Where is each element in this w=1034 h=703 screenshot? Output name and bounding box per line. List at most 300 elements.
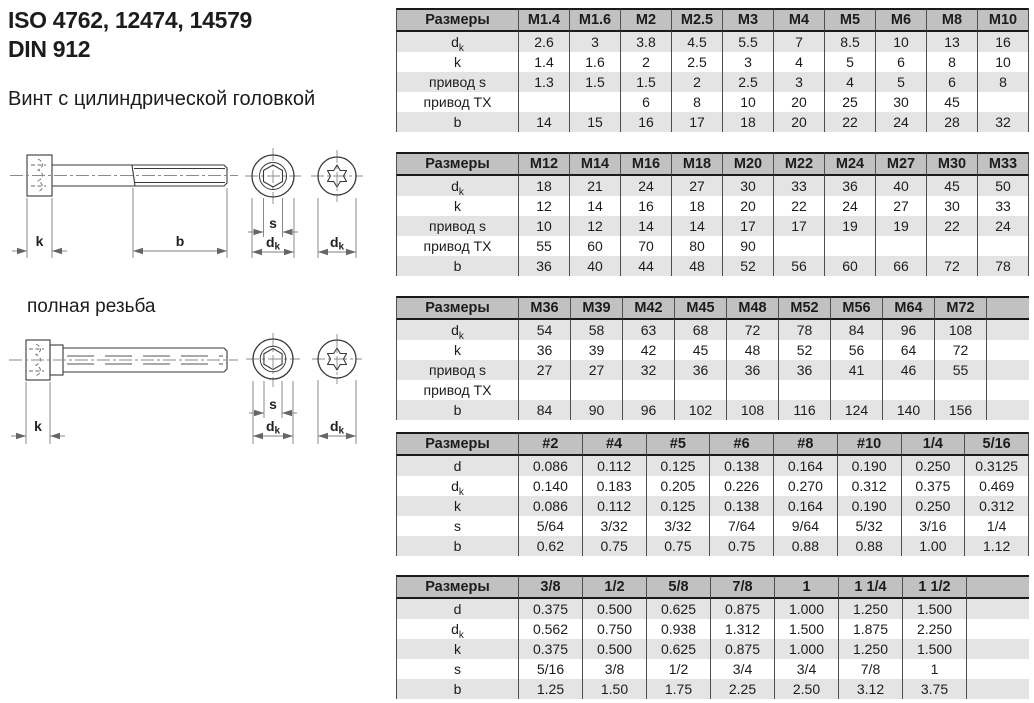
value-cell: 1.25: [519, 679, 583, 699]
value-cell: 42: [623, 340, 675, 360]
screw-drawing-full-thread: [5, 332, 390, 454]
value-cell: 5.5: [723, 32, 774, 52]
dim-label-dk-torx: dk: [329, 234, 345, 253]
value-cell: 0.086: [519, 456, 583, 476]
value-cell: 0.312: [838, 476, 902, 496]
value-cell: 0.125: [647, 496, 711, 516]
value-cell: 96: [623, 400, 675, 420]
value-cell: 27: [876, 196, 927, 216]
value-cell: 1.312: [711, 619, 775, 639]
blank-cell: [987, 340, 1029, 360]
value-cell: 0.226: [710, 476, 774, 496]
value-cell: 0.205: [647, 476, 711, 496]
dim-label-dk-hex: dk: [265, 418, 281, 437]
value-cell: 8: [927, 52, 978, 72]
value-cell: 1.250: [839, 599, 903, 619]
value-cell: 33: [978, 196, 1029, 216]
size-column-header: M12: [519, 152, 570, 176]
value-cell: 0.88: [774, 536, 838, 556]
size-column-header: 1 1/4: [839, 575, 903, 599]
value-cell: 1.00: [902, 536, 966, 556]
value-cell: [831, 380, 883, 400]
value-cell: 2.6: [519, 32, 570, 52]
row-label: привод s: [396, 216, 519, 236]
value-cell: 2.50: [775, 679, 839, 699]
value-cell: 1.50: [583, 679, 647, 699]
value-cell: [927, 236, 978, 256]
value-cell: 39: [571, 340, 623, 360]
value-cell: 0.375: [519, 639, 583, 659]
value-cell: 24: [978, 216, 1029, 236]
size-column-header: #2: [519, 432, 583, 456]
value-cell: 5: [876, 72, 927, 92]
size-column-header: M30: [927, 152, 978, 176]
row-label: $d_k$: [396, 476, 519, 496]
value-cell: 3: [570, 32, 621, 52]
value-cell: 0.75: [583, 536, 647, 556]
table-row: [396, 380, 1029, 400]
value-cell: 18: [723, 112, 774, 132]
value-cell: 3.75: [903, 679, 967, 699]
size-column-header: M24: [825, 152, 876, 176]
value-cell: 72: [927, 256, 978, 276]
value-cell: 32: [978, 112, 1029, 132]
size-column-header: 3/8: [519, 575, 583, 599]
value-cell: 3.8: [621, 32, 672, 52]
value-cell: 0.086: [519, 496, 583, 516]
row-label: $d_k$: [396, 32, 519, 52]
value-cell: 44: [621, 256, 672, 276]
value-cell: 80: [672, 236, 723, 256]
blank-cell: [987, 320, 1029, 340]
size-column-header: M64: [883, 296, 935, 320]
blank-cell: [987, 360, 1029, 380]
value-cell: 33: [774, 176, 825, 196]
table-inch-fraction-sizes: [396, 575, 1029, 699]
row-label: привод s: [396, 360, 519, 380]
value-cell: 0.112: [583, 456, 647, 476]
blank-cell: [967, 639, 1029, 659]
value-cell: 0.750: [583, 619, 647, 639]
value-cell: 90: [723, 236, 774, 256]
value-cell: 2.5: [672, 52, 723, 72]
blank-cell: [987, 400, 1029, 420]
row-label: s: [396, 516, 519, 536]
table-row: [396, 496, 1029, 516]
row-label: привод TX: [396, 236, 519, 256]
dim-label-b: b: [175, 233, 185, 249]
value-cell: 30: [723, 176, 774, 196]
value-cell: 55: [519, 236, 570, 256]
table-row: [396, 112, 1029, 132]
value-cell: 108: [727, 400, 779, 420]
value-cell: 0.88: [838, 536, 902, 556]
full-thread-label: полная резьба: [27, 296, 156, 317]
value-cell: 1.75: [647, 679, 711, 699]
value-cell: [978, 236, 1029, 256]
dimension-annotations: [11, 380, 356, 444]
row-label: $d_k$: [396, 320, 519, 340]
value-cell: 48: [672, 256, 723, 276]
value-cell: 1.000: [775, 599, 839, 619]
torx-socket-end-view: [312, 334, 362, 384]
value-cell: 0.250: [902, 496, 966, 516]
value-cell: 55: [935, 360, 987, 380]
table-row: [396, 320, 1029, 340]
value-cell: 78: [978, 256, 1029, 276]
value-cell: 63: [623, 320, 675, 340]
value-cell: 36: [519, 340, 571, 360]
corner-header: Размеры: [396, 152, 519, 176]
size-column-header: M16: [621, 152, 672, 176]
value-cell: 15: [570, 112, 621, 132]
value-cell: 0.138: [710, 496, 774, 516]
size-column-header: M22: [774, 152, 825, 176]
value-cell: 40: [876, 176, 927, 196]
size-column-header: M10: [978, 8, 1029, 32]
value-cell: 48: [727, 340, 779, 360]
table-row: [396, 72, 1029, 92]
row-label: k: [396, 340, 519, 360]
size-column-header: M5: [825, 8, 876, 32]
value-cell: [571, 380, 623, 400]
value-cell: 60: [825, 256, 876, 276]
table-row: [396, 476, 1029, 496]
value-cell: 16: [621, 112, 672, 132]
corner-header: Размеры: [396, 296, 519, 320]
page-title-line1: ISO 4762, 12474, 14579: [8, 7, 253, 33]
size-column-header: #5: [647, 432, 711, 456]
row-label: d: [396, 599, 519, 619]
size-column-header: M4: [774, 8, 825, 32]
value-cell: 4: [774, 52, 825, 72]
value-cell: 50: [978, 176, 1029, 196]
doc-header: [8, 6, 315, 111]
value-cell: 10: [876, 32, 927, 52]
hex-socket-end-view: [246, 333, 300, 387]
value-cell: 68: [675, 320, 727, 340]
size-column-header: M48: [727, 296, 779, 320]
value-cell: 0.75: [647, 536, 711, 556]
value-cell: 2.25: [711, 679, 775, 699]
tables-region: [396, 0, 1032, 703]
value-cell: 45: [927, 92, 978, 112]
value-cell: 6: [621, 92, 672, 112]
value-cell: 5: [825, 52, 876, 72]
size-column-header: M6: [876, 8, 927, 32]
size-column-header: M39: [571, 296, 623, 320]
value-cell: 5/64: [519, 516, 583, 536]
row-label: привод TX: [396, 92, 519, 112]
blank-cell: [967, 659, 1029, 679]
value-cell: 1.500: [903, 639, 967, 659]
value-cell: 7/8: [839, 659, 903, 679]
size-column-header: #10: [838, 432, 902, 456]
value-cell: 17: [672, 112, 723, 132]
value-cell: [978, 92, 1029, 112]
size-column-header: M2.5: [672, 8, 723, 32]
value-cell: [675, 380, 727, 400]
row-label: b: [396, 256, 519, 276]
value-cell: 3/4: [711, 659, 775, 679]
value-cell: 1.875: [839, 619, 903, 639]
value-cell: 56: [831, 340, 883, 360]
value-cell: 140: [883, 400, 935, 420]
size-column-header: 1 1/2: [903, 575, 967, 599]
table-row: [396, 176, 1029, 196]
value-cell: 14: [672, 216, 723, 236]
value-cell: 0.875: [711, 639, 775, 659]
value-cell: 22: [825, 112, 876, 132]
value-cell: 12: [519, 196, 570, 216]
value-cell: 3/4: [775, 659, 839, 679]
row-label: d: [396, 456, 519, 476]
corner-header: Размеры: [396, 432, 519, 456]
value-cell: 0.138: [710, 456, 774, 476]
value-cell: 8.5: [825, 32, 876, 52]
value-cell: 7: [774, 32, 825, 52]
size-column-header: #4: [583, 432, 647, 456]
size-column-header: M8: [927, 8, 978, 32]
value-cell: 3/8: [583, 659, 647, 679]
value-cell: 1.500: [903, 599, 967, 619]
value-cell: [727, 380, 779, 400]
value-cell: 54: [519, 320, 571, 340]
table-row: [396, 599, 1029, 619]
value-cell: 1.4: [519, 52, 570, 72]
value-cell: 3.12: [839, 679, 903, 699]
size-column-header: M2: [621, 8, 672, 32]
header-row: [396, 575, 1029, 599]
value-cell: 72: [935, 340, 987, 360]
torx-socket-end-view: [311, 150, 363, 202]
value-cell: [876, 236, 927, 256]
value-cell: 90: [571, 400, 623, 420]
size-column-header: M27: [876, 152, 927, 176]
size-column-header: 7/8: [711, 575, 775, 599]
screw-side-view: [9, 340, 238, 380]
value-cell: 6: [876, 52, 927, 72]
value-cell: 30: [927, 196, 978, 216]
value-cell: 22: [774, 196, 825, 216]
table-row: [396, 92, 1029, 112]
value-cell: 102: [675, 400, 727, 420]
row-label: b: [396, 679, 519, 699]
page-subtitle: Винт с цилиндрической головкой: [8, 88, 316, 110]
value-cell: 20: [774, 112, 825, 132]
value-cell: [774, 236, 825, 256]
value-cell: [779, 380, 831, 400]
table-row: [396, 456, 1029, 476]
value-cell: 5/32: [838, 516, 902, 536]
size-column-header: M1.6: [570, 8, 621, 32]
size-column-header: M36: [519, 296, 571, 320]
value-cell: 7/64: [710, 516, 774, 536]
value-cell: 1.3: [519, 72, 570, 92]
size-column-header: M20: [723, 152, 774, 176]
value-cell: [623, 380, 675, 400]
value-cell: 20: [723, 196, 774, 216]
page-title-line2: DIN 912: [8, 36, 91, 62]
row-label: $d_k$: [396, 176, 519, 196]
value-cell: 16: [978, 32, 1029, 52]
size-column-header: M72: [935, 296, 987, 320]
value-cell: 8: [978, 72, 1029, 92]
value-cell: 156: [935, 400, 987, 420]
corner-header: Размеры: [396, 575, 519, 599]
table-metric-m1_4-m10: [396, 8, 1029, 132]
value-cell: 52: [723, 256, 774, 276]
row-label: $d_k$: [396, 619, 519, 639]
size-column-header: M52: [779, 296, 831, 320]
table-row: [396, 236, 1029, 256]
row-label: b: [396, 400, 519, 420]
table-row: [396, 340, 1029, 360]
value-cell: 14: [519, 112, 570, 132]
value-cell: 32: [623, 360, 675, 380]
value-cell: 0.938: [647, 619, 711, 639]
value-cell: 45: [675, 340, 727, 360]
value-cell: 0.375: [519, 599, 583, 619]
value-cell: 1.5: [621, 72, 672, 92]
value-cell: 0.3125: [965, 456, 1029, 476]
value-cell: 52: [779, 340, 831, 360]
value-cell: 2.5: [723, 72, 774, 92]
row-label: b: [396, 112, 519, 132]
value-cell: 1.12: [965, 536, 1029, 556]
value-cell: 24: [825, 196, 876, 216]
value-cell: 19: [825, 216, 876, 236]
value-cell: 2: [672, 72, 723, 92]
value-cell: 17: [774, 216, 825, 236]
value-cell: 8: [672, 92, 723, 112]
value-cell: 1: [903, 659, 967, 679]
value-cell: 1/4: [965, 516, 1029, 536]
value-cell: 4.5: [672, 32, 723, 52]
blank-header-cell: [987, 296, 1029, 320]
value-cell: 84: [519, 400, 571, 420]
table-row: [396, 659, 1029, 679]
value-cell: 64: [883, 340, 935, 360]
dim-label-s: s: [269, 396, 277, 412]
table-row: [396, 256, 1029, 276]
value-cell: 36: [727, 360, 779, 380]
hex-socket-end-view: [245, 148, 301, 204]
value-cell: 56: [774, 256, 825, 276]
value-cell: 28: [927, 112, 978, 132]
value-cell: 66: [876, 256, 927, 276]
value-cell: 0.125: [647, 456, 711, 476]
corner-header: Размеры: [396, 8, 519, 32]
row-label: k: [396, 496, 519, 516]
value-cell: 3: [723, 52, 774, 72]
table-inch-number-sizes: [396, 432, 1029, 556]
blank-cell: [967, 599, 1029, 619]
dim-label-k: k: [35, 233, 44, 249]
value-cell: 108: [935, 320, 987, 340]
value-cell: 1.250: [839, 639, 903, 659]
value-cell: 0.500: [583, 639, 647, 659]
header-row: [396, 296, 1029, 320]
value-cell: 0.469: [965, 476, 1029, 496]
value-cell: 41: [831, 360, 883, 380]
value-cell: 124: [831, 400, 883, 420]
value-cell: 9/64: [774, 516, 838, 536]
header-row: [396, 432, 1029, 456]
size-column-header: 5/8: [647, 575, 711, 599]
table-row: [396, 536, 1029, 556]
header-row: [396, 8, 1029, 32]
value-cell: 0.625: [647, 639, 711, 659]
table-metric-m12-m33: [396, 152, 1029, 276]
value-cell: 12: [570, 216, 621, 236]
table-row: [396, 32, 1029, 52]
size-column-header: M56: [831, 296, 883, 320]
value-cell: 45: [927, 176, 978, 196]
size-column-header: 5/16: [965, 432, 1029, 456]
value-cell: 27: [672, 176, 723, 196]
value-cell: 0.183: [583, 476, 647, 496]
value-cell: 70: [621, 236, 672, 256]
size-column-header: M1.4: [519, 8, 570, 32]
size-column-header: #8: [774, 432, 838, 456]
value-cell: 84: [831, 320, 883, 340]
value-cell: 1.000: [775, 639, 839, 659]
value-cell: 14: [570, 196, 621, 216]
value-cell: 5/16: [519, 659, 583, 679]
value-cell: 14: [621, 216, 672, 236]
value-cell: 1/2: [647, 659, 711, 679]
value-cell: 1.5: [570, 72, 621, 92]
value-cell: 36: [779, 360, 831, 380]
value-cell: 0.625: [647, 599, 711, 619]
row-label: b: [396, 536, 519, 556]
value-cell: 0.164: [774, 496, 838, 516]
value-cell: 18: [519, 176, 570, 196]
value-cell: 0.312: [965, 496, 1029, 516]
value-cell: 0.270: [774, 476, 838, 496]
value-cell: 0.112: [583, 496, 647, 516]
value-cell: 0.164: [774, 456, 838, 476]
value-cell: 36: [519, 256, 570, 276]
value-cell: 40: [570, 256, 621, 276]
value-cell: 72: [727, 320, 779, 340]
value-cell: 13: [927, 32, 978, 52]
size-column-header: M3: [723, 8, 774, 32]
value-cell: 22: [927, 216, 978, 236]
value-cell: 3/32: [647, 516, 711, 536]
value-cell: [570, 92, 621, 112]
value-cell: 0.875: [711, 599, 775, 619]
value-cell: 24: [621, 176, 672, 196]
table-row: [396, 400, 1029, 420]
table-row: [396, 639, 1029, 659]
size-column-header: M42: [623, 296, 675, 320]
value-cell: 3/16: [902, 516, 966, 536]
table-row: [396, 196, 1029, 216]
header-row: [396, 152, 1029, 176]
value-cell: 16: [621, 196, 672, 216]
value-cell: 3: [774, 72, 825, 92]
value-cell: 19: [876, 216, 927, 236]
dim-label-dk-hex: dk: [265, 234, 281, 253]
dim-label-s: s: [269, 215, 277, 231]
value-cell: [883, 380, 935, 400]
value-cell: 6: [927, 72, 978, 92]
value-cell: 46: [883, 360, 935, 380]
value-cell: [935, 380, 987, 400]
size-column-header: M14: [570, 152, 621, 176]
